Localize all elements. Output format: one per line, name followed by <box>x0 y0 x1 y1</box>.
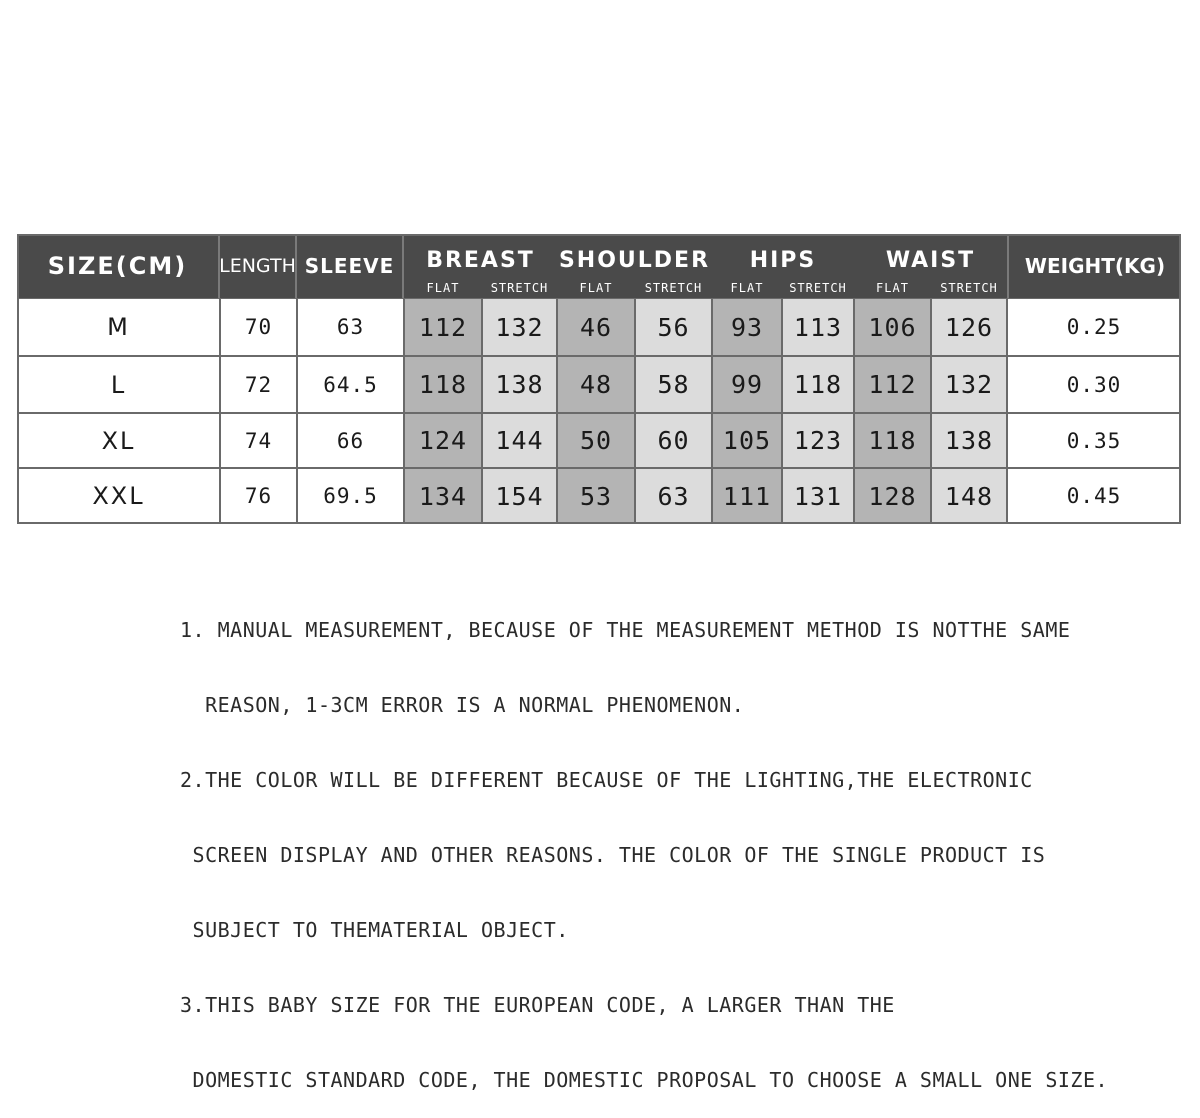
note-line: DOMESTIC STANDARD CODE, THE DOMESTIC PROPOSAL TO CHOOSE A SMALL ONE SIZE. <box>180 1068 1109 1092</box>
subheader-stretch: STRETCH <box>789 281 847 295</box>
cell-shoulder_flat: 53 <box>557 468 635 524</box>
header-hips: HIPS <box>749 247 817 273</box>
subheader-flat: FLAT <box>730 281 764 295</box>
note-line: 2.THE COLOR WILL BE DIFFERENT BECAUSE OF THE LIGHTING,THE ELECTRONIC <box>180 768 1033 792</box>
cell-waist_stretch: 132 <box>931 356 1007 413</box>
cell-weight: 0.25 <box>1007 298 1181 356</box>
note-line: 3.THIS BABY SIZE FOR THE EUROPEAN CODE, A LARGER THAN THE <box>180 993 895 1017</box>
header-weight: WEIGHT(KG) <box>1007 234 1181 298</box>
header-sleeve: SLEEVE <box>297 234 404 298</box>
cell-breast_flat: 112 <box>404 298 482 356</box>
cell-hips_flat: 105 <box>712 413 782 468</box>
header-size: SIZE(CM) <box>17 234 220 298</box>
subheader-flat: FLAT <box>426 281 460 295</box>
cell-shoulder_flat: 46 <box>557 298 635 356</box>
cell-sleeve: 66 <box>297 413 404 468</box>
cell-breast_stretch: 132 <box>482 298 557 356</box>
cell-size: XL <box>17 413 220 468</box>
cell-hips_flat: 93 <box>712 298 782 356</box>
cell-sleeve: 64.5 <box>297 356 404 413</box>
cell-breast_flat: 118 <box>404 356 482 413</box>
subheader-stretch: STRETCH <box>644 281 703 295</box>
size-notes <box>180 568 1180 1118</box>
cell-breast_stretch: 138 <box>482 356 557 413</box>
cell-waist_stretch: 126 <box>931 298 1007 356</box>
cell-breast_flat: 134 <box>404 468 482 524</box>
subheader-stretch: STRETCH <box>940 281 998 295</box>
cell-hips_stretch: 118 <box>782 356 854 413</box>
cell-length: 76 <box>220 468 297 524</box>
cell-weight: 0.35 <box>1007 413 1181 468</box>
size-chart-table <box>17 234 1181 524</box>
cell-length: 70 <box>220 298 297 356</box>
header-length: LENGTH <box>220 234 297 298</box>
cell-size: XXL <box>17 468 220 524</box>
cell-length: 74 <box>220 413 297 468</box>
cell-hips_stretch: 131 <box>782 468 854 524</box>
note-line: REASON, 1-3CM ERROR IS A NORMAL PHENOMENON. <box>180 693 745 717</box>
note-line: SUBJECT TO THEMATERIAL OBJECT. <box>180 918 569 942</box>
cell-breast_stretch: 154 <box>482 468 557 524</box>
cell-waist_flat: 128 <box>854 468 931 524</box>
note-line: SCREEN DISPLAY AND OTHER REASONS. THE COLOR OF THE SINGLE PRODUCT IS <box>180 843 1046 867</box>
cell-sleeve: 69.5 <box>297 468 404 524</box>
header-breast: BREAST <box>426 247 535 273</box>
header-shoulder: SHOULDER <box>558 247 711 273</box>
cell-waist_flat: 118 <box>854 413 931 468</box>
note-line: 1. MANUAL MEASUREMENT, BECAUSE OF THE MEASUREMENT METHOD IS NOTTHE SAME <box>180 618 1071 642</box>
cell-length: 72 <box>220 356 297 413</box>
cell-shoulder_stretch: 60 <box>635 413 712 468</box>
subheader-stretch: STRETCH <box>490 281 549 295</box>
cell-hips_stretch: 113 <box>782 298 854 356</box>
cell-weight: 0.45 <box>1007 468 1181 524</box>
subheader-flat: FLAT <box>579 281 613 295</box>
cell-waist_flat: 112 <box>854 356 931 413</box>
cell-breast_stretch: 144 <box>482 413 557 468</box>
cell-hips_flat: 111 <box>712 468 782 524</box>
cell-shoulder_flat: 50 <box>557 413 635 468</box>
cell-shoulder_flat: 48 <box>557 356 635 413</box>
subheader-flat: FLAT <box>876 281 909 295</box>
cell-shoulder_stretch: 56 <box>635 298 712 356</box>
cell-hips_stretch: 123 <box>782 413 854 468</box>
cell-hips_flat: 99 <box>712 356 782 413</box>
cell-waist_stretch: 148 <box>931 468 1007 524</box>
cell-weight: 0.30 <box>1007 356 1181 413</box>
header-waist: WAIST <box>885 247 976 273</box>
cell-sleeve: 63 <box>297 298 404 356</box>
cell-waist_flat: 106 <box>854 298 931 356</box>
cell-waist_stretch: 138 <box>931 413 1007 468</box>
cell-shoulder_stretch: 63 <box>635 468 712 524</box>
cell-size: M <box>17 298 220 356</box>
cell-size: L <box>17 356 220 413</box>
cell-shoulder_stretch: 58 <box>635 356 712 413</box>
cell-breast_flat: 124 <box>404 413 482 468</box>
